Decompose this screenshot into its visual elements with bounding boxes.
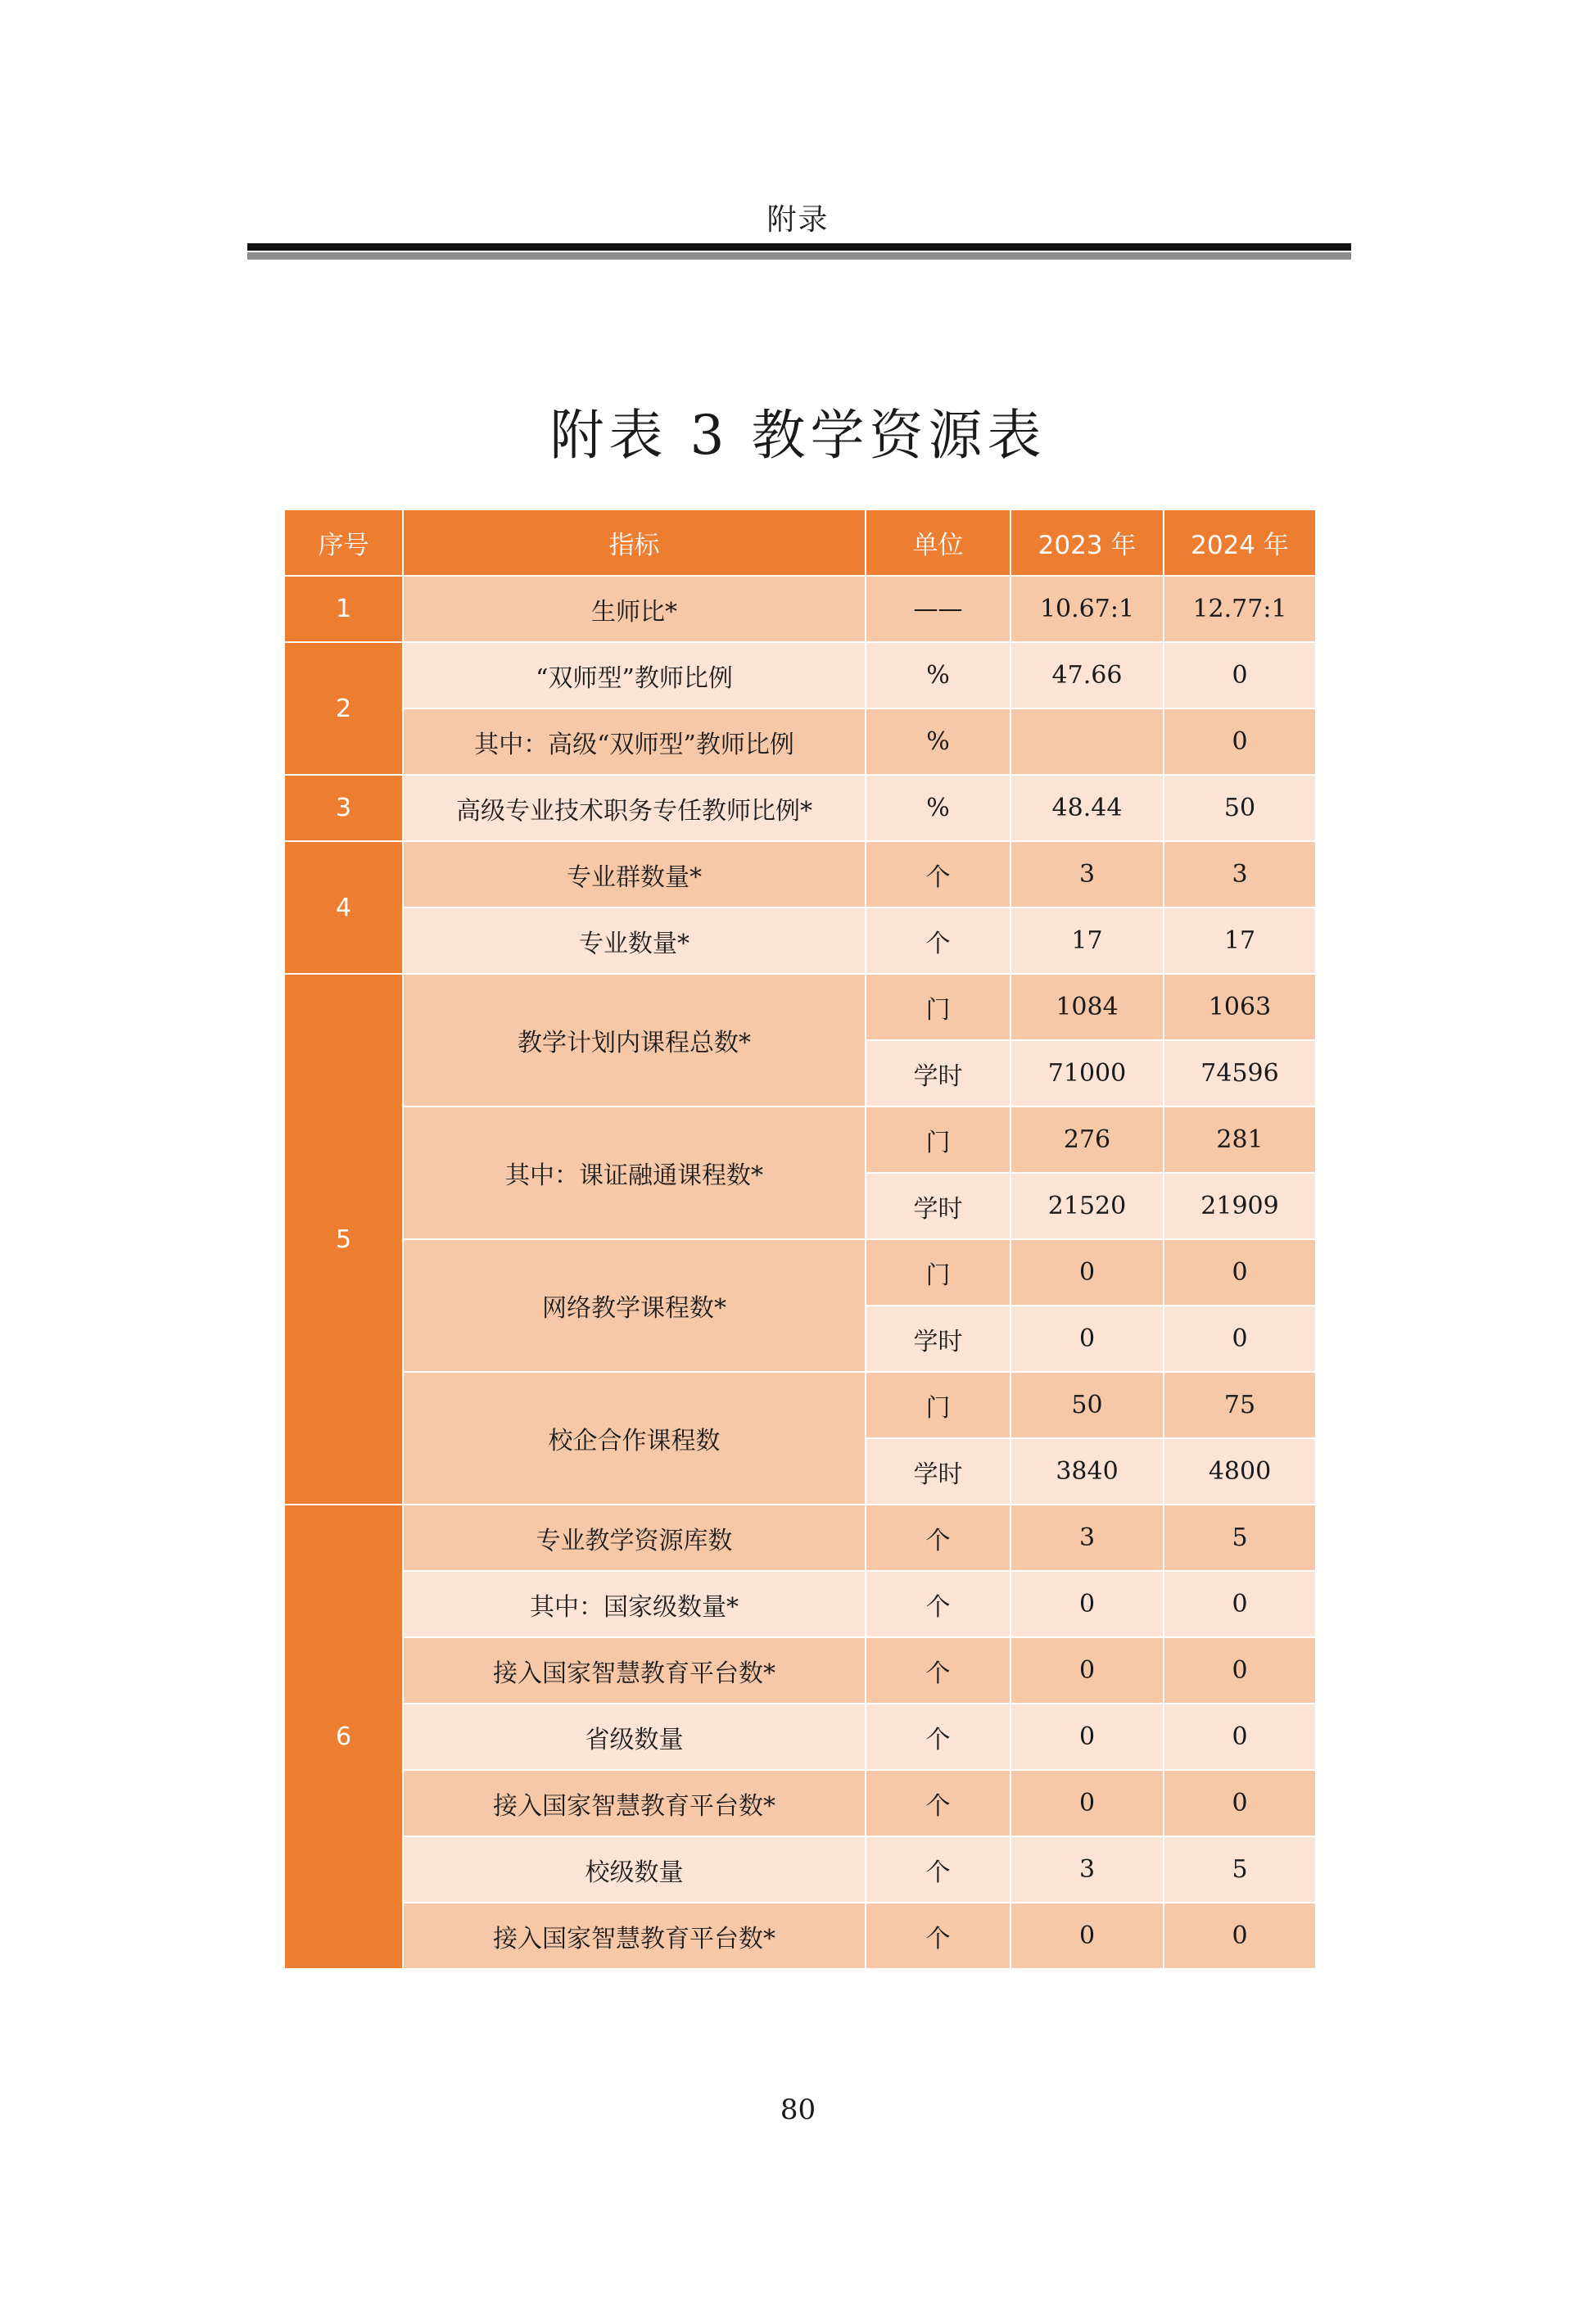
indicator-cell: 其中：国家级数量* (403, 1571, 866, 1637)
row-index: 3 (284, 775, 403, 841)
row-index: 5 (284, 974, 403, 1505)
unit-cell: 个 (866, 908, 1010, 974)
value-2023-cell: 3840 (1010, 1438, 1164, 1505)
value-2024-cell: 4800 (1164, 1438, 1316, 1505)
indicator-cell: 网络教学课程数* (403, 1239, 866, 1372)
unit-cell: 学时 (866, 1306, 1010, 1372)
value-2023-cell (1010, 708, 1164, 775)
table-row (284, 1637, 1316, 1704)
value-2023-cell: 50 (1010, 1372, 1164, 1438)
table-row (284, 1505, 1316, 1571)
value-2023-cell: 10.67:1 (1010, 576, 1164, 642)
table-row (284, 1372, 1316, 1438)
unit-cell: 个 (866, 1770, 1010, 1836)
table-row (284, 1836, 1316, 1903)
value-2024-cell: 12.77:1 (1164, 576, 1316, 642)
value-2023-cell: 21520 (1010, 1173, 1164, 1239)
indicator-cell: 其中：课证融通课程数* (403, 1107, 866, 1239)
unit-cell: 学时 (866, 1438, 1010, 1505)
unit-cell: % (866, 708, 1010, 775)
header-rule (247, 243, 1351, 251)
unit-cell: 门 (866, 974, 1010, 1040)
value-2024-cell: 0 (1164, 1704, 1316, 1770)
unit-cell: 门 (866, 1239, 1010, 1306)
value-2023-cell: 71000 (1010, 1040, 1164, 1107)
value-2023-cell: 0 (1010, 1239, 1164, 1306)
value-2024-cell: 3 (1164, 841, 1316, 908)
indicator-cell: 高级专业技术职务专任教师比例* (403, 775, 866, 841)
row-index: 6 (284, 1505, 403, 1969)
value-2023-cell: 3 (1010, 1505, 1164, 1571)
unit-cell: 个 (866, 1903, 1010, 1969)
unit-cell: 门 (866, 1107, 1010, 1173)
unit-cell: 个 (866, 1505, 1010, 1571)
value-2024-cell: 0 (1164, 1571, 1316, 1637)
page-number: 80 (780, 2093, 816, 2126)
indicator-cell: 专业群数量* (403, 841, 866, 908)
unit-cell: 个 (866, 841, 1010, 908)
table-row (284, 775, 1316, 841)
value-2024-cell: 0 (1164, 1239, 1316, 1306)
col-header-unit: 单位 (866, 509, 1010, 576)
value-2023-cell: 0 (1010, 1306, 1164, 1372)
indicator-cell: 接入国家智慧教育平台数* (403, 1770, 866, 1836)
page-title: 附表 3 教学资源表 (549, 404, 1047, 467)
table-header-row (284, 509, 1316, 576)
table-row (284, 1770, 1316, 1836)
value-2024-cell: 0 (1164, 1306, 1316, 1372)
table-row (284, 708, 1316, 775)
indicator-cell: 专业教学资源库数 (403, 1505, 866, 1571)
header-rule-shadow (247, 252, 1351, 260)
table-row (284, 908, 1316, 974)
indicator-cell: 省级数量 (403, 1704, 866, 1770)
value-2024-cell: 0 (1164, 642, 1316, 708)
unit-cell: 个 (866, 1704, 1010, 1770)
indicator-cell: 校级数量 (403, 1836, 866, 1903)
row-index: 2 (284, 642, 403, 775)
table-row (284, 974, 1316, 1040)
value-2023-cell: 17 (1010, 908, 1164, 974)
value-2023-cell: 3 (1010, 1836, 1164, 1903)
indicator-cell: 其中：高级“双师型”教师比例 (403, 708, 866, 775)
row-index: 1 (284, 576, 403, 642)
value-2024-cell: 0 (1164, 708, 1316, 775)
value-2024-cell: 5 (1164, 1505, 1316, 1571)
unit-cell: 个 (866, 1637, 1010, 1704)
value-2023-cell: 0 (1010, 1704, 1164, 1770)
value-2024-cell: 0 (1164, 1770, 1316, 1836)
table-row (284, 1571, 1316, 1637)
col-header-indicator: 指标 (403, 509, 866, 576)
value-2024-cell: 21909 (1164, 1173, 1316, 1239)
value-2023-cell: 1084 (1010, 974, 1164, 1040)
table-row (284, 576, 1316, 642)
value-2023-cell: 0 (1010, 1637, 1164, 1704)
table-row (284, 841, 1316, 908)
value-2024-cell: 50 (1164, 775, 1316, 841)
value-2023-cell: 0 (1010, 1770, 1164, 1836)
unit-cell: 学时 (866, 1173, 1010, 1239)
teaching-resources-table-wrap (283, 509, 1315, 1970)
value-2023-cell: 47.66 (1010, 642, 1164, 708)
value-2024-cell: 5 (1164, 1836, 1316, 1903)
indicator-cell: 专业数量* (403, 908, 866, 974)
unit-cell: —— (866, 576, 1010, 642)
value-2023-cell: 0 (1010, 1571, 1164, 1637)
col-header-2024: 2024 年 (1164, 509, 1316, 576)
indicator-cell: 接入国家智慧教育平台数* (403, 1903, 866, 1969)
value-2024-cell: 17 (1164, 908, 1316, 974)
unit-cell: % (866, 775, 1010, 841)
value-2024-cell: 281 (1164, 1107, 1316, 1173)
value-2024-cell: 0 (1164, 1903, 1316, 1969)
table-row (284, 1704, 1316, 1770)
value-2024-cell: 1063 (1164, 974, 1316, 1040)
table-row (284, 1903, 1316, 1969)
value-2024-cell: 0 (1164, 1637, 1316, 1704)
value-2024-cell: 75 (1164, 1372, 1316, 1438)
table-row (284, 642, 1316, 708)
running-head: 附录 (766, 203, 830, 237)
table-row (284, 1107, 1316, 1173)
value-2023-cell: 0 (1010, 1903, 1164, 1969)
value-2023-cell: 3 (1010, 841, 1164, 908)
col-header-index: 序号 (284, 509, 403, 576)
unit-cell: 学时 (866, 1040, 1010, 1107)
indicator-cell: 接入国家智慧教育平台数* (403, 1637, 866, 1704)
col-header-2023: 2023 年 (1010, 509, 1164, 576)
row-index: 4 (284, 841, 403, 974)
value-2024-cell: 74596 (1164, 1040, 1316, 1107)
table-row (284, 1239, 1316, 1306)
indicator-cell: “双师型”教师比例 (403, 642, 866, 708)
value-2023-cell: 276 (1010, 1107, 1164, 1173)
teaching-resources-table (283, 509, 1317, 1970)
value-2023-cell: 48.44 (1010, 775, 1164, 841)
unit-cell: 个 (866, 1836, 1010, 1903)
indicator-cell: 校企合作课程数 (403, 1372, 866, 1505)
unit-cell: 个 (866, 1571, 1010, 1637)
unit-cell: 门 (866, 1372, 1010, 1438)
indicator-cell: 教学计划内课程总数* (403, 974, 866, 1107)
indicator-cell: 生师比* (403, 576, 866, 642)
unit-cell: % (866, 642, 1010, 708)
